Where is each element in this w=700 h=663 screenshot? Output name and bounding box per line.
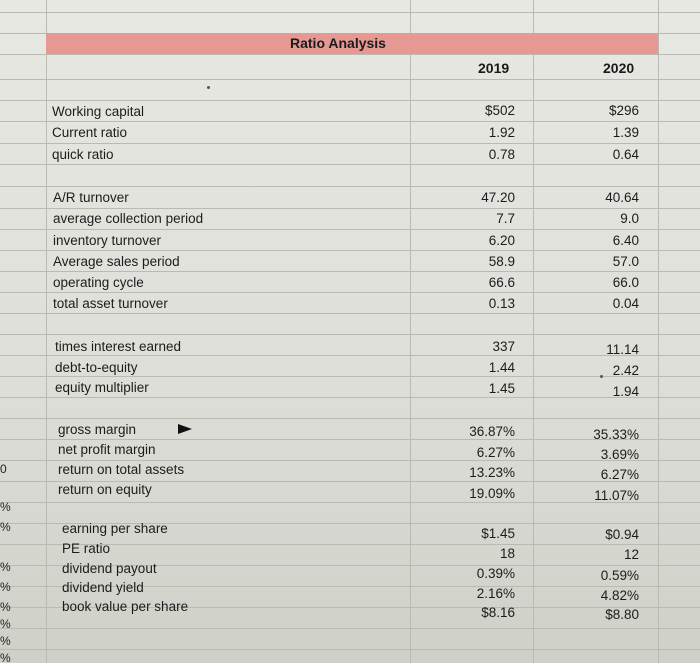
row-label[interactable]: PE ratio: [62, 541, 111, 556]
cell-2019[interactable]: 36.87%: [469, 424, 515, 439]
cell-2019[interactable]: 1.92: [488, 125, 515, 140]
mouse-cursor-icon: [176, 420, 194, 438]
row-label[interactable]: return on equity: [58, 482, 152, 497]
cell-2020[interactable]: $8.80: [605, 607, 639, 622]
cell-mark: [207, 86, 210, 89]
cell-2019[interactable]: $8.16: [481, 605, 515, 620]
row-label[interactable]: inventory turnover: [53, 233, 162, 248]
cell-2020[interactable]: 1.94: [612, 384, 639, 399]
cell-2019[interactable]: 1.45: [488, 381, 515, 396]
row-label[interactable]: debt-to-equity: [55, 360, 138, 375]
cell-2019[interactable]: $502: [484, 103, 515, 118]
cell-2019[interactable]: 0.39%: [476, 566, 515, 581]
cell-2020[interactable]: 40.64: [605, 190, 639, 205]
row-label[interactable]: quick ratio: [52, 147, 114, 162]
cell-2019[interactable]: $1.45: [481, 526, 515, 541]
edge-fragment: %: [0, 634, 11, 648]
cell-2019[interactable]: 1.44: [488, 360, 515, 375]
cell-2019[interactable]: 19.09%: [469, 486, 515, 501]
edge-fragment: %: [0, 580, 11, 594]
row-label[interactable]: operating cycle: [53, 275, 144, 290]
row-label[interactable]: dividend payout: [62, 561, 157, 576]
row-label[interactable]: total asset turnover: [53, 296, 168, 311]
cell-2019[interactable]: 0.78: [488, 147, 515, 162]
sheet-title[interactable]: Ratio Analysis: [290, 35, 386, 51]
cell-2019[interactable]: 13.23%: [469, 465, 515, 480]
cell-2020[interactable]: 4.82%: [600, 588, 639, 603]
row-label[interactable]: gross margin: [58, 422, 137, 437]
row-label[interactable]: earning per share: [62, 521, 168, 536]
row-label[interactable]: Current ratio: [52, 125, 128, 140]
cell-2020[interactable]: 9.0: [620, 211, 639, 226]
cell-2020[interactable]: 3.69%: [600, 447, 639, 462]
cell-2019[interactable]: 58.9: [488, 254, 515, 269]
edge-fragment: %: [0, 500, 11, 514]
row-label[interactable]: net profit margin: [58, 442, 156, 457]
row-label[interactable]: average collection period: [53, 211, 204, 226]
cell-2019[interactable]: 337: [492, 339, 515, 354]
edge-fragment: %: [0, 600, 11, 614]
cell-2020[interactable]: 6.27%: [600, 467, 639, 482]
cell-2020[interactable]: 6.40: [612, 233, 639, 248]
row-label[interactable]: A/R turnover: [53, 190, 129, 205]
cell-2020[interactable]: 57.0: [612, 254, 639, 269]
cell-2019[interactable]: 18: [499, 546, 515, 561]
cell-2019[interactable]: 6.20: [488, 233, 515, 248]
year-header-2020[interactable]: 2020: [603, 60, 635, 76]
edge-fragment: 0: [0, 462, 7, 476]
edge-fragment: %: [0, 520, 11, 534]
cell-2020[interactable]: 0.59%: [600, 568, 639, 583]
cell-2020[interactable]: 0.64: [612, 147, 639, 162]
row-label[interactable]: Working capital: [52, 104, 145, 119]
cell-2020[interactable]: $0.94: [605, 527, 639, 542]
row-label[interactable]: dividend yield: [62, 580, 144, 595]
edge-fragment: %: [0, 560, 11, 574]
cell-2020[interactable]: 66.0: [612, 275, 639, 290]
cell-2019[interactable]: 47.20: [481, 190, 515, 205]
year-header-2019[interactable]: 2019: [478, 60, 510, 76]
edge-fragment: %: [0, 651, 11, 663]
row-label[interactable]: equity multiplier: [55, 380, 149, 395]
row-label[interactable]: return on total assets: [58, 462, 185, 477]
cell-2020[interactable]: $296: [608, 103, 639, 118]
cell-mark: [600, 375, 603, 378]
cell-2020[interactable]: 35.33%: [593, 427, 639, 442]
cell-2019[interactable]: 7.7: [496, 211, 515, 226]
cell-2019[interactable]: 66.6: [488, 275, 515, 290]
row-label[interactable]: Average sales period: [53, 254, 180, 269]
cell-2019[interactable]: 6.27%: [476, 445, 515, 460]
cell-2019[interactable]: 2.16%: [476, 586, 515, 601]
edge-fragment: %: [0, 617, 11, 631]
cell-2020[interactable]: 0.04: [612, 296, 639, 311]
cell-2020[interactable]: 11.07%: [594, 488, 639, 503]
cell-2020[interactable]: 12: [623, 547, 639, 562]
cell-2020[interactable]: 2.42: [612, 363, 639, 378]
cell-2019[interactable]: 0.13: [488, 296, 515, 311]
cell-2020[interactable]: 11.14: [606, 342, 639, 357]
row-label[interactable]: times interest earned: [55, 339, 182, 354]
cell-2020[interactable]: 1.39: [612, 125, 639, 140]
row-label[interactable]: book value per share: [62, 599, 189, 614]
